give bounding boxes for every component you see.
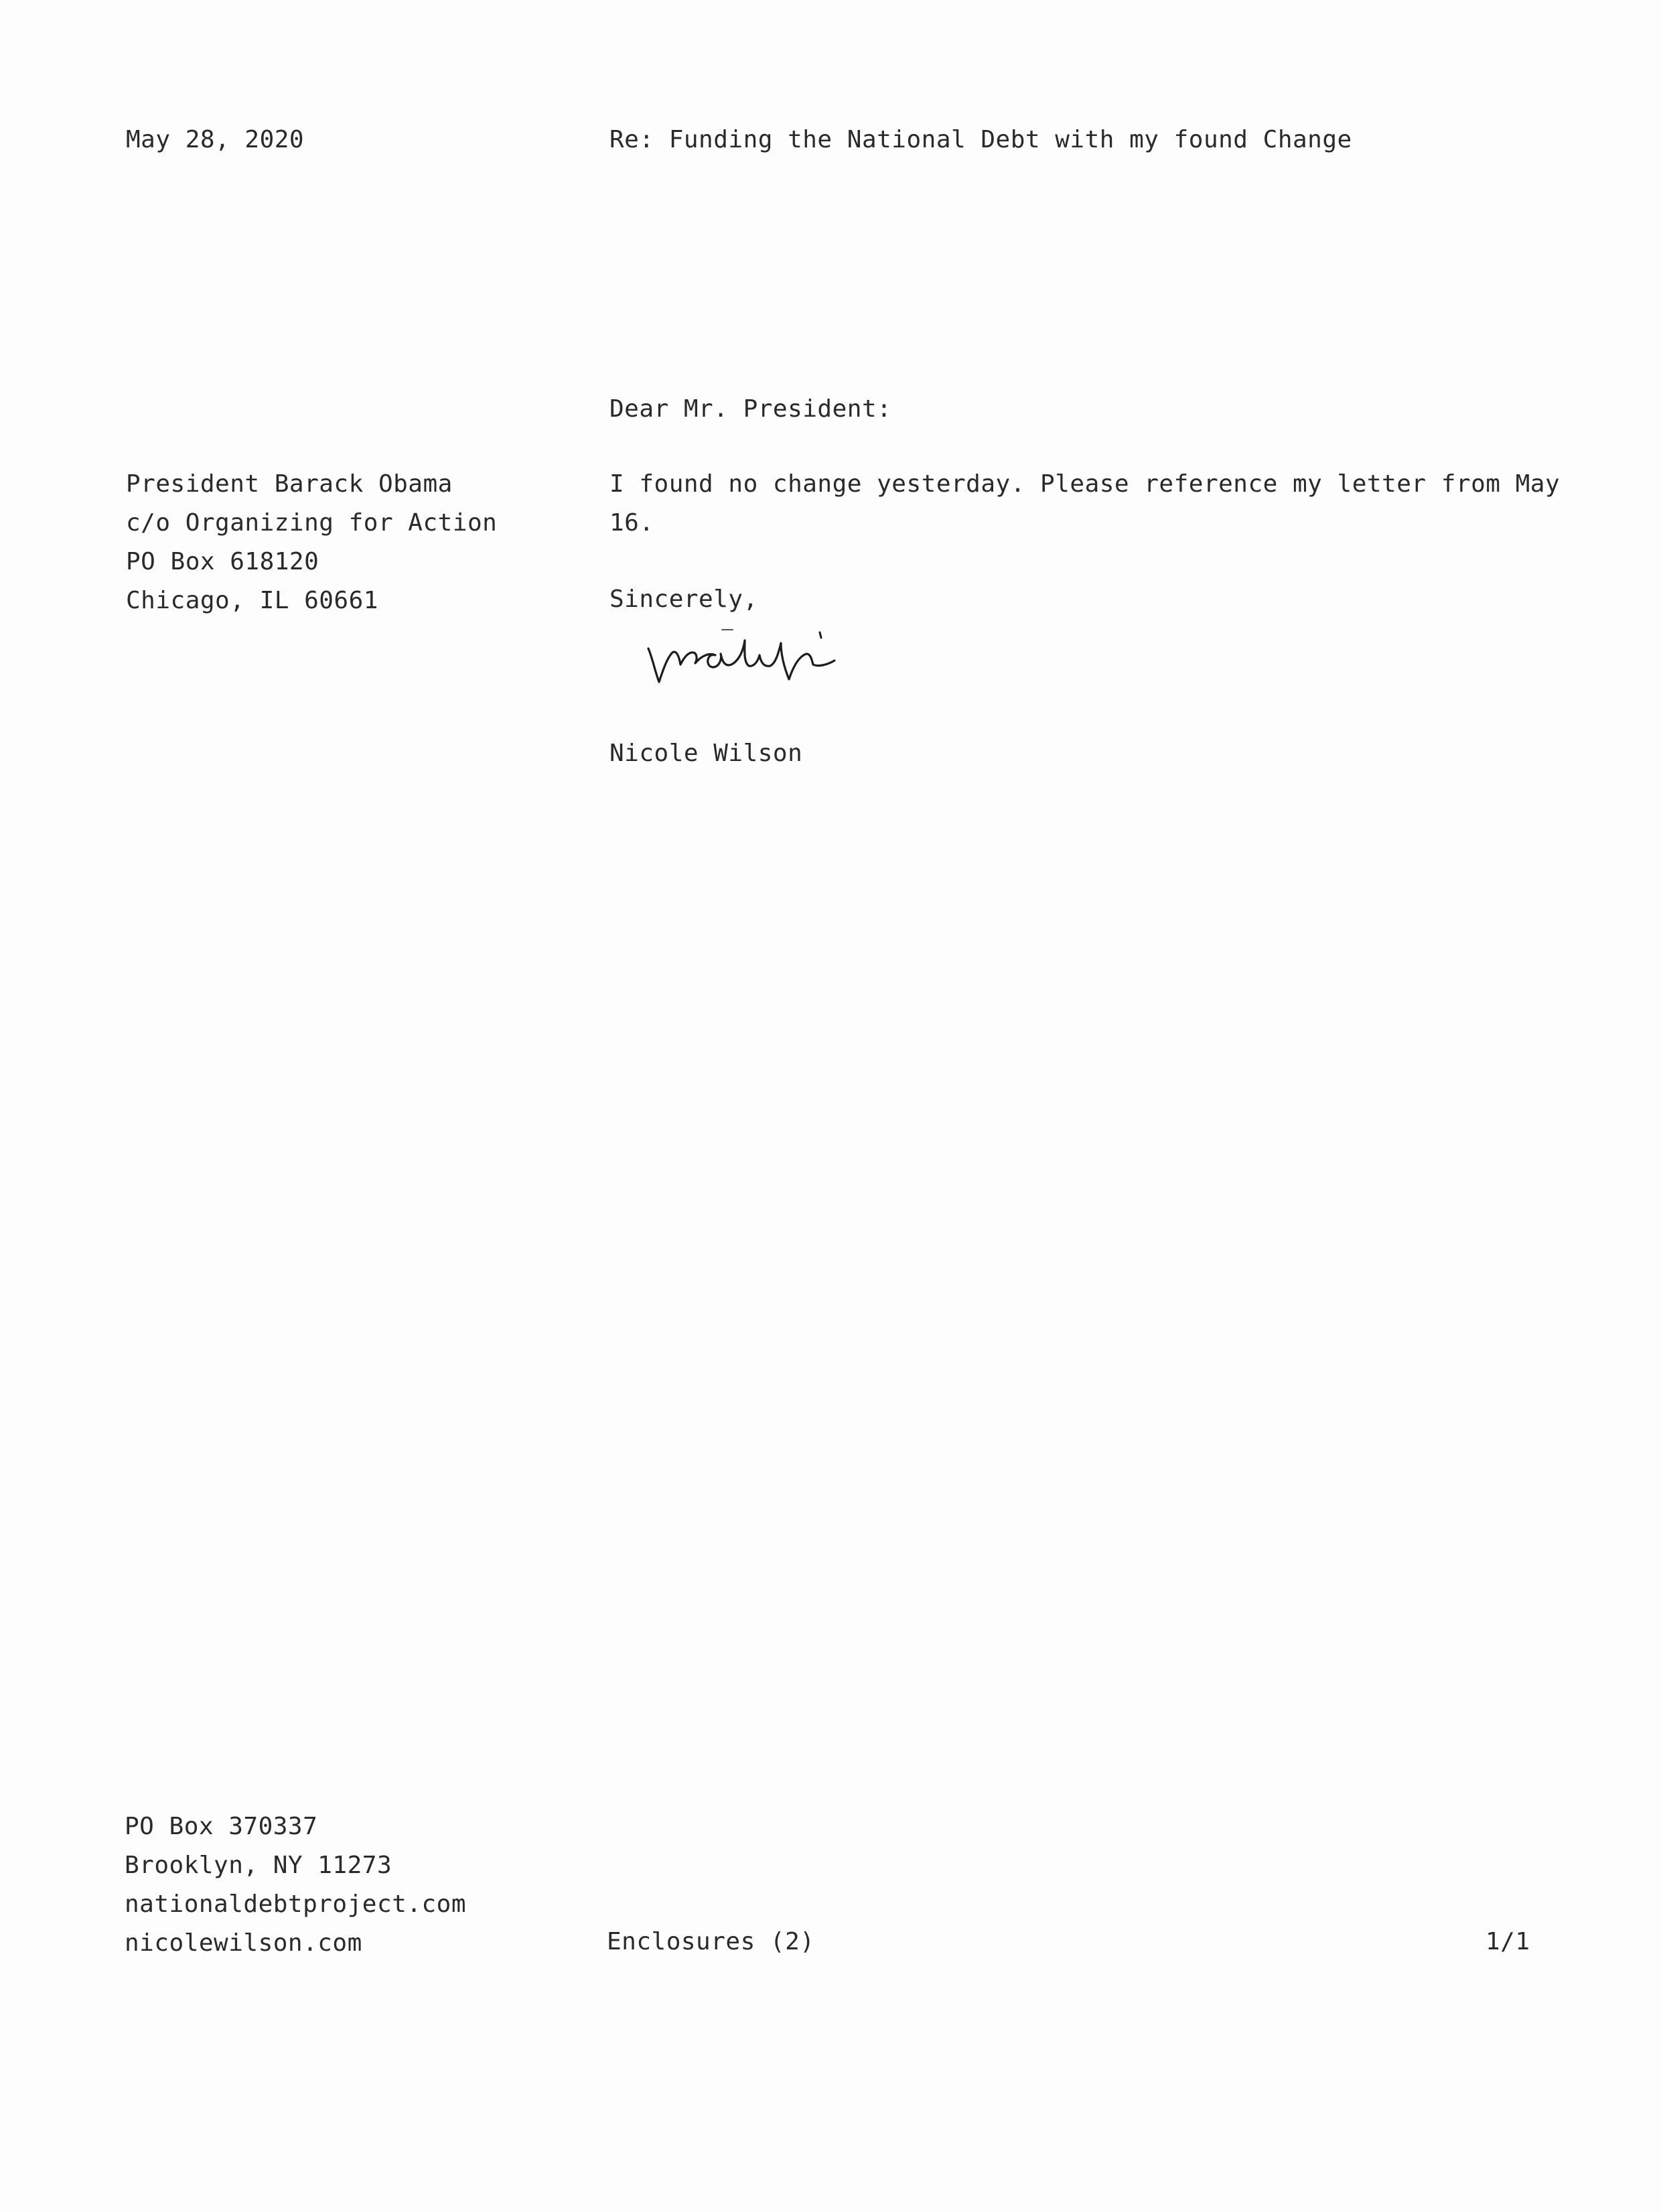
sender-website-project: nationaldebtproject.com bbox=[125, 1890, 466, 1918]
letter-body bbox=[609, 465, 1560, 543]
body-line: 16. bbox=[609, 509, 654, 537]
sender-contact bbox=[125, 1807, 466, 1963]
recipient-name: President Barack Obama bbox=[126, 470, 453, 498]
body-line: I found no change yesterday. Please reference my letter from May bbox=[609, 470, 1561, 498]
salutation: Dear Mr. President: bbox=[609, 395, 892, 423]
letter-date: May 28, 2020 bbox=[126, 126, 305, 153]
sender-city-state-zip: Brooklyn, NY 11273 bbox=[125, 1852, 392, 1879]
enclosures-note: Enclosures (2) bbox=[607, 1928, 815, 1955]
letter-subject: Re: Funding the National Debt with my found Change bbox=[609, 126, 1352, 153]
recipient-address bbox=[126, 465, 497, 620]
sender-website-personal: nicolewilson.com bbox=[125, 1929, 362, 1957]
recipient-city-state-zip: Chicago, IL 60661 bbox=[126, 587, 378, 614]
signer-name: Nicole Wilson bbox=[609, 740, 803, 767]
closing: Sincerely, bbox=[609, 585, 758, 613]
recipient-organization: c/o Organizing for Action bbox=[126, 509, 498, 537]
page-number: 1/1 bbox=[1486, 1928, 1530, 1955]
sender-po-box: PO Box 370337 bbox=[125, 1813, 318, 1840]
handwritten-signature bbox=[643, 623, 991, 703]
recipient-po-box: PO Box 618120 bbox=[126, 548, 319, 575]
